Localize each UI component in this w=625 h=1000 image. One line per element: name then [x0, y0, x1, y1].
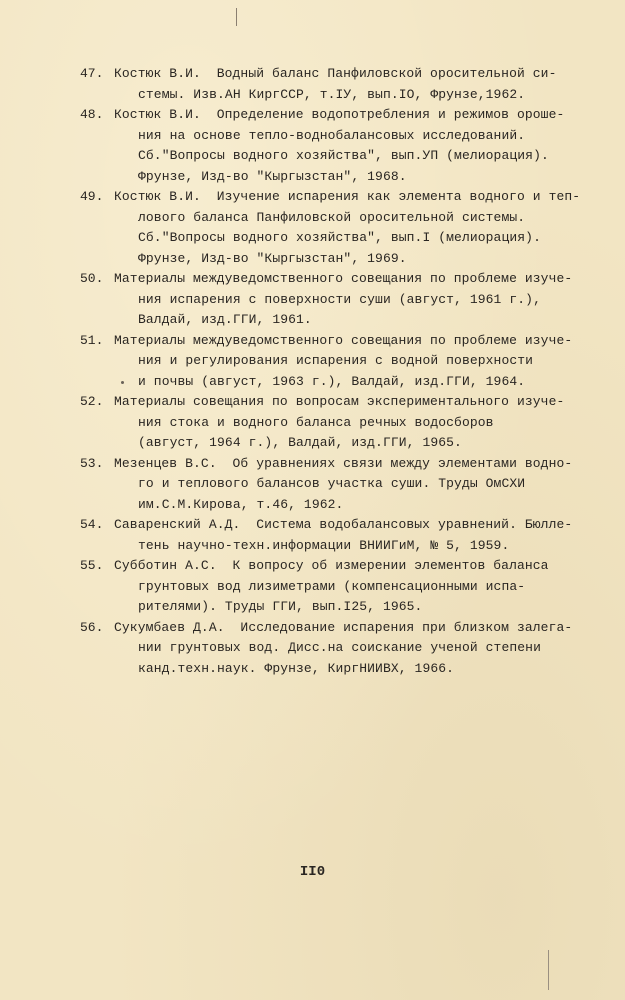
- entry-line: нии грунтовых вод. Дисс.на соискание ученой степени: [138, 640, 541, 655]
- entry-line: Саваренский А.Д. Система водобалансовых уравнений. Бюлле-: [114, 517, 573, 532]
- entry-line: и почвы (август, 1963 г.), Валдай, изд.ГГИ, 1964.: [138, 373, 526, 389]
- entry-number: 54.: [80, 517, 104, 532]
- entry-number: 55.: [80, 558, 104, 573]
- entry-number: 56.: [80, 619, 104, 635]
- entry-number: 53.: [80, 455, 104, 471]
- entry-line: Материалы междуведомственного совещания по проблеме изуче-: [114, 332, 573, 348]
- entry-line: лового баланса Панфиловской оросительной системы.: [138, 209, 526, 225]
- entry-number: 48.: [80, 107, 104, 122]
- bibliography-list: [80, 64, 615, 679]
- entry-line: грунтовых вод лизиметрами (компенсационными испа-: [138, 578, 526, 594]
- entry-line: Фрунзе, Изд-во "Кыргызстан", 1968.: [138, 168, 407, 184]
- entry-number: 51.: [80, 332, 104, 348]
- entry-line: тень научно-техн.информации ВНИИГиМ, № 5, 1959.: [138, 537, 510, 553]
- entry-line: Материалы совещания по вопросам экспериментального изуче-: [114, 394, 565, 409]
- entry-line: (август, 1964 г.), Валдай, изд.ГГИ, 1965.: [138, 435, 462, 450]
- bibliography-entry-51: [80, 331, 615, 393]
- bibliography-entry-55: [80, 556, 615, 618]
- bibliography-entry-56: [80, 618, 615, 680]
- bibliography-entry-49: [80, 187, 615, 269]
- entry-line: канд.техн.наук. Фрунзе, КиргНИИВХ, 1966.: [138, 660, 455, 676]
- entry-line: рителями). Труды ГГИ, вып.I25, 1965.: [138, 599, 423, 614]
- entry-line: им.С.М.Кирова, т.46, 1962.: [138, 496, 344, 512]
- entry-line: ния испарения с поверхности суши (август, 1961 г.),: [138, 291, 541, 307]
- entry-line: ния стока и водного баланса речных водосборов: [138, 414, 494, 430]
- entry-number: 52.: [80, 394, 104, 409]
- entry-line: Сб."Вопросы водного хозяйства", вып.I (мелиорация).: [138, 230, 541, 245]
- bibliography-entry-53: [80, 454, 615, 516]
- entry-line: Материалы междуведомственного совещания по проблеме изуче-: [114, 271, 573, 286]
- entry-line: Костюк В.И. Определение водопотребления и режимов ороше-: [114, 107, 565, 122]
- entry-line: Валдай, изд.ГГИ, 1961.: [138, 312, 312, 327]
- entry-line: Мезенцев В.С. Об уравнениях связи между элементами водно-: [114, 455, 573, 471]
- entry-line: Костюк В.И. Изучение испарения как элемента водного и теп-: [114, 189, 581, 204]
- bibliography-entry-54: [80, 515, 615, 556]
- entry-number: 50.: [80, 271, 104, 286]
- entry-line: Сб."Вопросы водного хозяйства", вып.УП (мелиорация).: [138, 148, 549, 163]
- entry-line: Сукумбаев Д.А. Исследование испарения при близком залега-: [114, 619, 573, 635]
- entry-line: Костюк В.И. Водный баланс Панфиловской оросительной си-: [114, 66, 557, 81]
- bibliography-entry-50: [80, 269, 615, 331]
- margin-mark-top: [236, 8, 237, 26]
- entry-line: Фрунзе, Изд-во "Кыргызстан", 1969.: [138, 250, 407, 266]
- entry-line: Субботин А.С. К вопросу об измерении элементов баланса: [114, 558, 549, 573]
- page-number: II0: [299, 864, 326, 880]
- entry-number: 49.: [80, 189, 104, 204]
- entry-number: 47.: [80, 66, 104, 81]
- entry-line: го и теплового балансов участка суши. Труды ОмСХИ: [138, 476, 526, 491]
- margin-mark-bottom: [548, 950, 549, 990]
- bibliography-entry-52: [80, 392, 615, 454]
- bibliography-entry-47: [80, 64, 615, 105]
- entry-line: ния и регулирования испарения с водной поверхности: [138, 353, 534, 368]
- bibliography-entry-48: [80, 105, 615, 187]
- entry-line: стемы. Изв.АН КиргССР, т.IУ, вып.IO, Фрунзе,1962.: [138, 86, 526, 102]
- entry-line: ния на основе тепло-воднобалансовых исследований.: [138, 127, 526, 143]
